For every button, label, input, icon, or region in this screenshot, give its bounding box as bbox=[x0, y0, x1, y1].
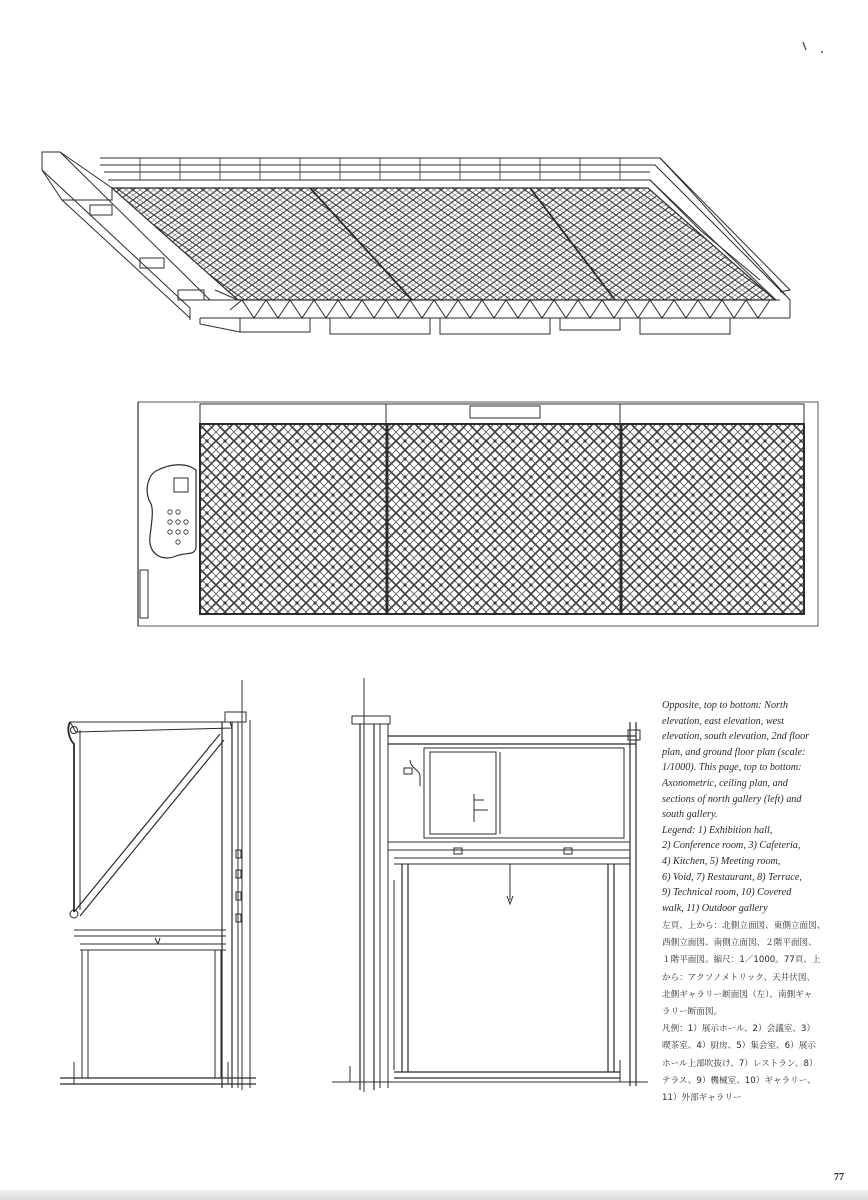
caption-line: south gallery. bbox=[662, 809, 718, 821]
figure-caption-japanese bbox=[662, 918, 862, 1107]
caption-line: 左頁、上から：北側立面図、東側立面図、 bbox=[662, 921, 826, 931]
caption-line: plan, and ground floor plan (scale: bbox=[662, 746, 806, 758]
legend-line: Legend: 1) Exhibition hall, bbox=[662, 824, 773, 836]
legend-line: 11）外部ギャラリー bbox=[662, 1093, 742, 1104]
legend-line: 4) Kitchen, 5) Meeting room, bbox=[662, 855, 781, 867]
caption-line: ラリー断面図。 bbox=[662, 1007, 723, 1018]
caption-line: sections of north gallery (left) and bbox=[662, 793, 802, 805]
legend-line: 2) Conference room, 3) Cafeteria, bbox=[662, 840, 801, 852]
caption-line: 1/1000). This page, top to bottom: bbox=[662, 762, 802, 774]
legend-line: 凡例：1）展示ホール、2）会議室、3） bbox=[662, 1024, 816, 1035]
legend-line: 喫茶室、4）厨房、5）集会室、6）展示 bbox=[662, 1041, 816, 1052]
caption-line: から：アクソノメトリック、天井伏図、 bbox=[662, 972, 816, 983]
scan-edge bbox=[0, 1190, 868, 1200]
legend-line: 9) Technical room, 10) Covered bbox=[662, 887, 792, 899]
legend-line: テラス、9）機械室、10）ギャラリー、 bbox=[662, 1075, 816, 1086]
legend-line: ホール上部吹抜け、7）レストラン、8） bbox=[662, 1058, 818, 1069]
caption-line: elevation, east elevation, west bbox=[662, 715, 784, 727]
axonometric-drawing bbox=[42, 152, 790, 334]
caption-line: １階平面図。縮尺：1／1000。77頁、上 bbox=[662, 955, 821, 966]
printer-mark bbox=[803, 42, 823, 53]
caption-line: elevation, south elevation, 2nd floor bbox=[662, 731, 810, 743]
figure-caption-english bbox=[662, 698, 862, 916]
legend-line: walk, 11) Outdoor gallery bbox=[662, 902, 768, 914]
ceiling-plan-drawing bbox=[138, 402, 818, 626]
caption-line: 西側立面図、南側立面図、２階平面図、 bbox=[662, 938, 817, 949]
caption-line: Axonometric, ceiling plan, and bbox=[662, 777, 788, 789]
caption-line: Opposite, top to bottom: North bbox=[662, 700, 788, 711]
caption-line: 北側ギャラリー断面図（左）、南側ギャ bbox=[662, 989, 813, 1000]
north-gallery-section-drawing bbox=[60, 680, 256, 1090]
legend-line: 6) Void, 7) Restaurant, 8) Terrace, bbox=[662, 871, 802, 883]
south-gallery-section-drawing bbox=[332, 678, 648, 1092]
page-number: 77 bbox=[834, 1172, 844, 1183]
